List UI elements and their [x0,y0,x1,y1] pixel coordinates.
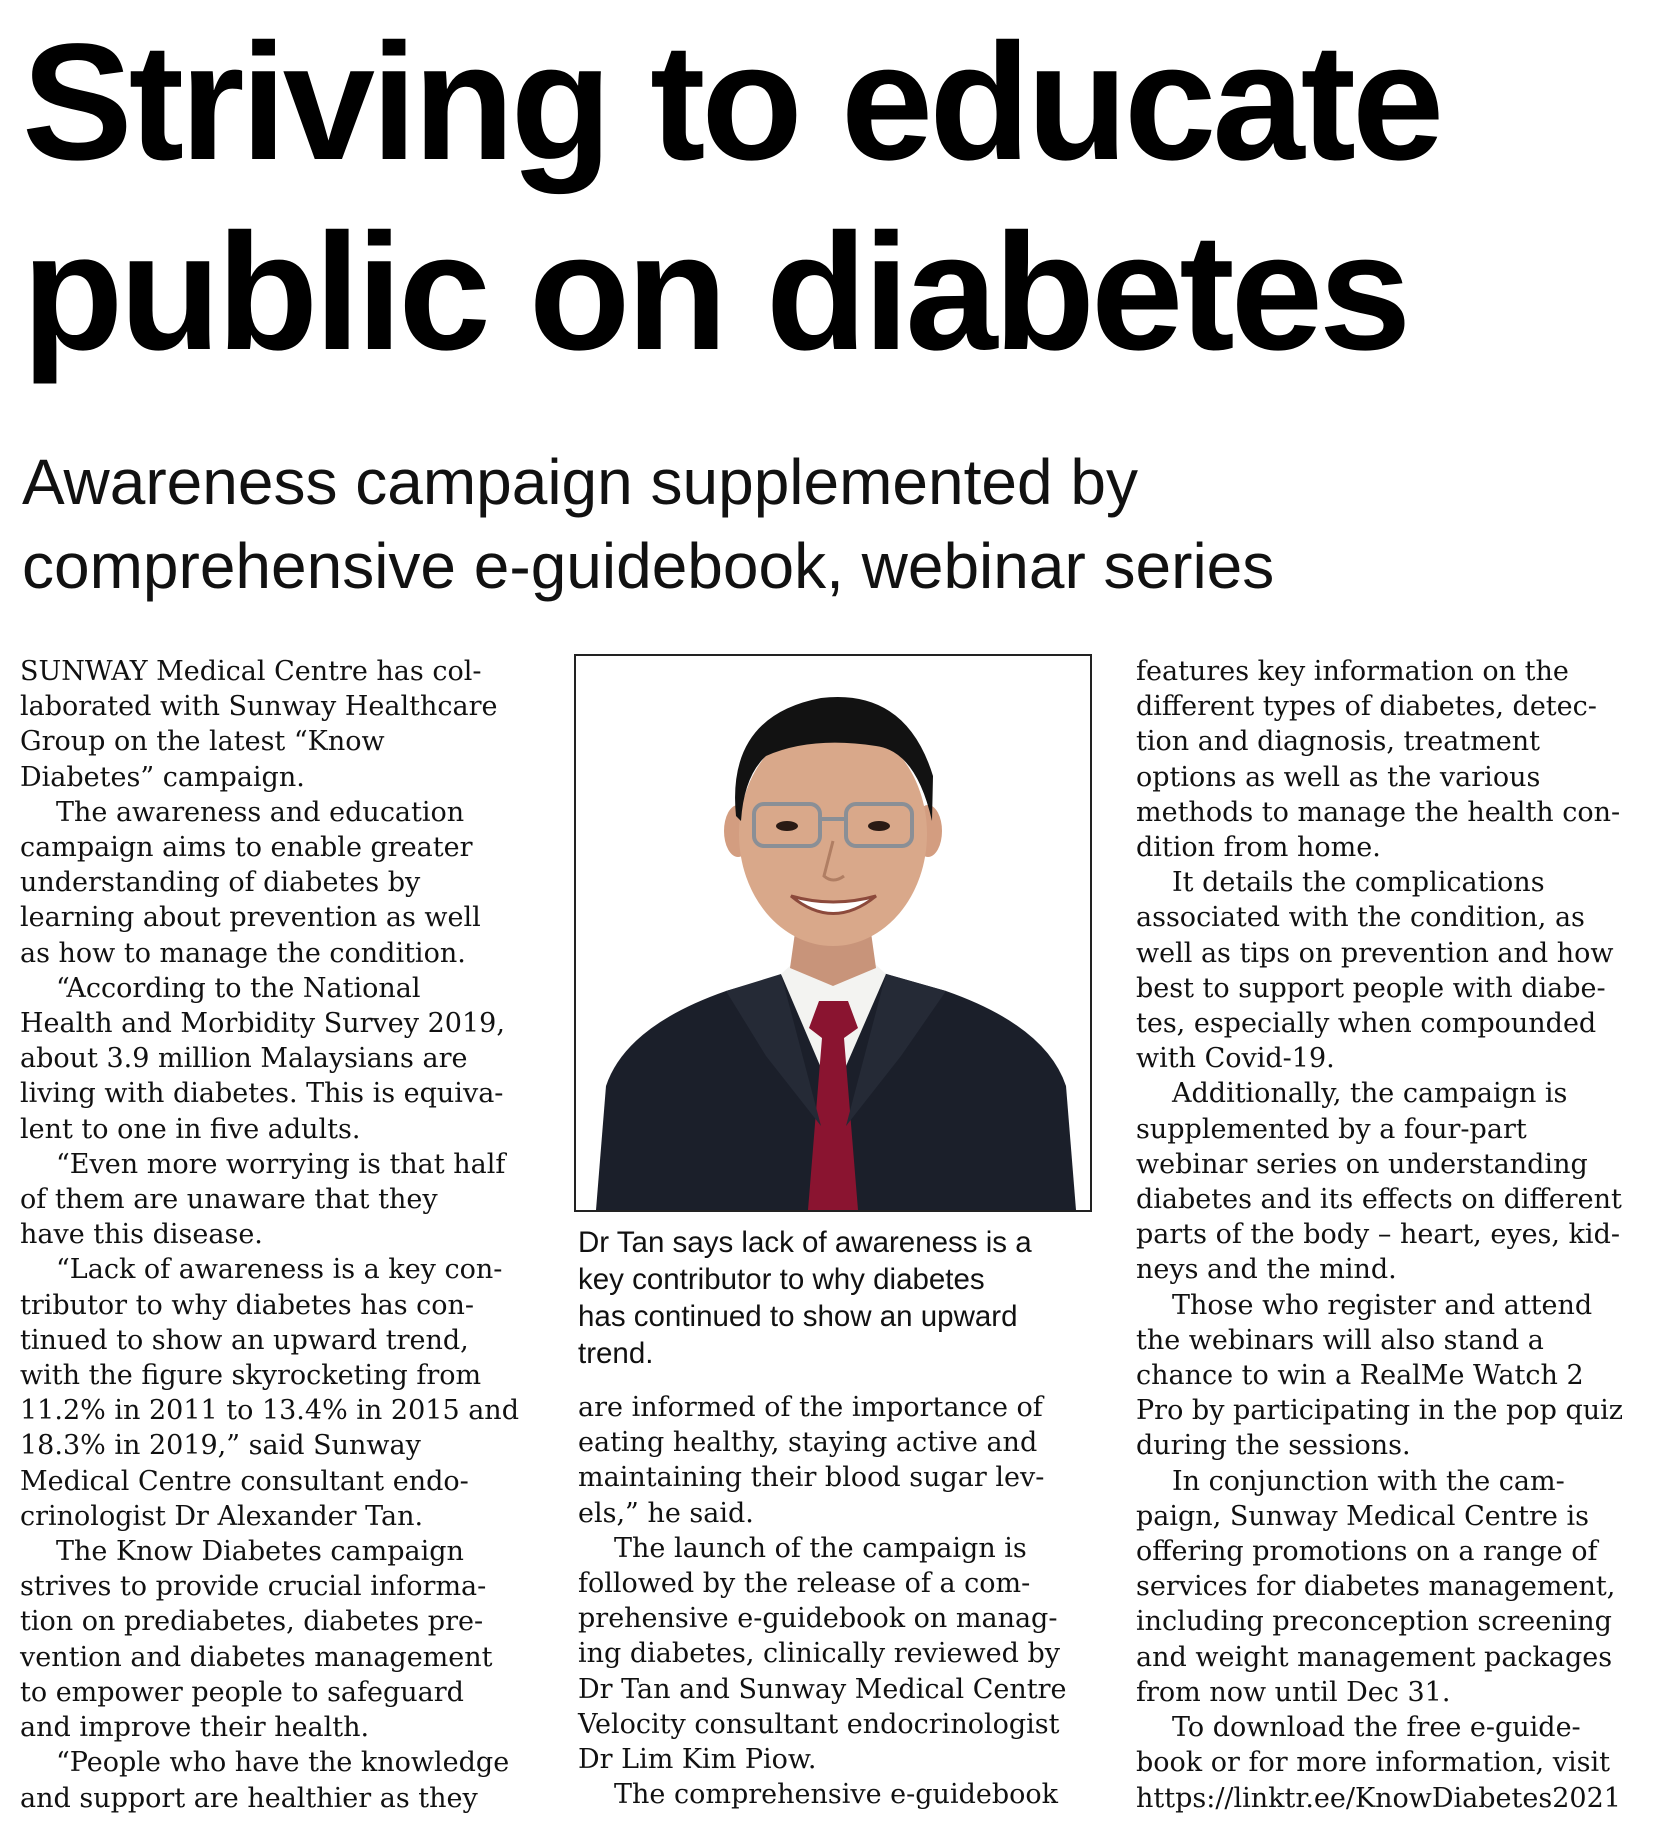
article-paragraph [578,1777,1098,1812]
article-line: and improve their health. [20,1712,370,1744]
article-line: 11.2% in 2011 to 13.4% in 2015 and [20,1395,519,1427]
article-line: best to support people with diabe- [1136,972,1606,1004]
subheadline [22,440,1662,608]
article-line: Velocity consultant endocrinologist [578,1708,1060,1740]
article-line: Diabetes” campaign. [20,761,305,793]
article-line: the webinars will also stand a [1136,1324,1544,1356]
headline-line-1: Striving to educate [22,10,1441,195]
article-line: book or for more information, visit [1136,1747,1610,1779]
article-line: from now until Dec 31. [1136,1676,1451,1708]
article-paragraph [20,1745,540,1815]
article-line: associated with the condition, as [1136,902,1585,934]
article-line: including preconception screening [1136,1606,1612,1638]
article-line: prehensive e-guidebook on manag- [578,1603,1058,1635]
article-line: well as tips on prevention and how [1136,937,1614,969]
article-paragraph [1136,1464,1656,1710]
article-paragraph [1136,1288,1656,1464]
article-line: The awareness and education [56,796,465,828]
article-line: https://linktr.ee/KnowDiabetes2021 [1136,1782,1621,1814]
article-paragraph [20,971,540,1147]
article-line: followed by the release of a com- [578,1568,1031,1600]
article-line: living with diabetes. This is equiva- [20,1078,504,1110]
caption-line: trend. [578,1337,654,1370]
article-line: diabetes and its effects on different [1136,1184,1622,1216]
article-line: tes, especially when compounded [1136,1008,1597,1040]
article-line: about 3.9 million Malaysians are [20,1043,468,1075]
article-line: Dr Tan and Sunway Medical Centre [578,1673,1067,1705]
article-line: offering promotions on a range of [1136,1536,1598,1568]
article-line: different types of diabetes, detec- [1136,691,1597,723]
article-column-middle [578,1390,1098,1812]
subheadline-line-2: comprehensive e-guidebook, webinar series [22,530,1275,602]
article-line: to empower people to safeguard [20,1676,464,1708]
article-line: and support are healthier as they [20,1782,478,1814]
article-line: chance to win a RealMe Watch 2 [1136,1360,1584,1392]
article-paragraph [20,795,540,971]
portrait-illustration [576,656,1090,1210]
article-line: eating healthy, staying active and [578,1427,1038,1459]
article-line: methods to manage the health con- [1136,796,1621,828]
article-paragraph [20,1147,540,1253]
article-line: during the sessions. [1136,1430,1411,1462]
article-line: “Even more worrying is that half [56,1148,506,1180]
photo-caption [578,1224,1098,1372]
article-line: webinar series on understanding [1136,1148,1588,1180]
caption-line: has continued to show an upward [578,1300,1018,1333]
article-paragraph [1136,654,1656,865]
article-line: understanding of diabetes by [20,867,421,899]
article-line: options as well as the various [1136,761,1541,793]
article-line: els,” he said. [578,1497,754,1529]
article-line: “People who have the knowledge [56,1747,510,1779]
article-line: SUNWAY Medical Centre has col- [20,656,482,687]
article-line: neys and the mind. [1136,1254,1397,1286]
article-paragraph [1136,1076,1656,1287]
article-line: tion and diagnosis, treatment [1136,726,1541,758]
article-line: features key information on the [1136,656,1569,687]
article-paragraph [20,654,540,795]
article-line: The launch of the campaign is [614,1532,1027,1564]
article-line: To download the free e-guide- [1172,1712,1581,1744]
article-paragraph [20,1534,540,1745]
article-paragraph [1136,865,1656,1076]
article-line: Pro by participating in the pop quiz [1136,1395,1624,1427]
article-line: dition from home. [1136,832,1381,864]
article-line: services for diabetes management, [1136,1571,1616,1603]
article-line: In conjunction with the cam- [1172,1465,1565,1497]
article-line: are informed of the importance of [578,1392,1043,1423]
article-line: strives to provide crucial informa- [20,1571,487,1603]
article-paragraph [20,1252,540,1534]
article-line: with the figure skyrocketing from [20,1360,482,1392]
article-line: tributor to why diabetes has con- [20,1289,475,1321]
caption-line: Dr Tan says lack of awareness is a [578,1226,1032,1259]
article-line: “Lack of awareness is a key con- [56,1254,503,1286]
article-line: 18.3% in 2019,” said Sunway [20,1430,421,1462]
article-line: with Covid-19. [1136,1043,1335,1075]
article-line: have this disease. [20,1219,263,1251]
article-line: supplemented by a four-part [1136,1113,1527,1145]
article-line: as how to manage the condition. [20,937,466,969]
article-line: laborated with Sunway Healthcare [20,691,498,723]
article-line: It details the complications [1172,867,1545,899]
article-line: tion on prediabetes, diabetes pre- [20,1606,484,1638]
article-line: crinologist Dr Alexander Tan. [20,1500,424,1532]
article-line: Group on the latest “Know [20,726,385,758]
article-paragraph [1136,1710,1656,1816]
article-line: Those who register and attend [1172,1289,1593,1321]
article-line: tinued to show an upward trend, [20,1324,469,1356]
article-line: ing diabetes, clinically reviewed by [578,1638,1061,1670]
article-line: maintaining their blood sugar lev- [578,1462,1045,1494]
article-line: vention and diabetes management [20,1641,493,1673]
caption-line: key contributor to why diabetes [578,1263,985,1296]
article-paragraph [578,1390,1098,1531]
article-line: Health and Morbidity Survey 2019, [20,1008,505,1040]
article-line: Dr Lim Kim Piow. [578,1744,817,1776]
headline-line-2: public on diabetes [22,200,1408,385]
article-line: campaign aims to enable greater [20,832,473,864]
article-line: The Know Diabetes campaign [56,1536,464,1568]
subheadline-line-1: Awareness campaign supplemented by [22,446,1138,518]
article-line: parts of the body – heart, eyes, kid- [1136,1219,1620,1251]
article-column-left [20,654,540,1816]
article-line: Additionally, the campaign is [1172,1078,1568,1110]
article-line: lent to one in five adults. [20,1113,361,1145]
article-line: of them are unaware that they [20,1184,438,1216]
article-line: paign, Sunway Medical Centre is [1136,1500,1589,1532]
headline [22,8,1662,388]
article-line: and weight management packages [1136,1641,1613,1673]
article-line: The comprehensive e-guidebook [614,1779,1058,1811]
article-line: learning about prevention as well [20,902,481,934]
portrait-photo [574,654,1092,1212]
article-line: “According to the National [56,972,421,1004]
article-column-right [1136,654,1656,1816]
article-paragraph [578,1531,1098,1777]
article-line: Medical Centre consultant endo- [20,1465,469,1497]
